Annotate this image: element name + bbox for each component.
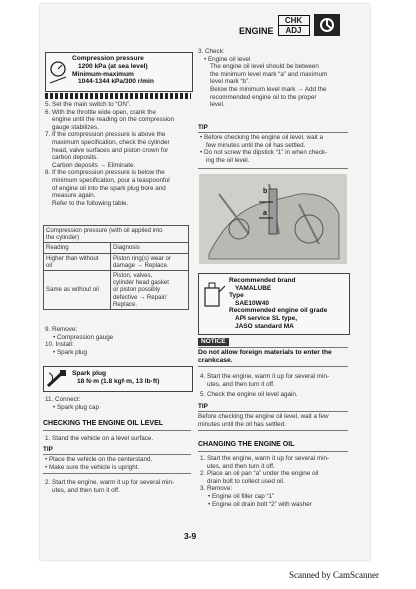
oil-level-line4: Below the minimum level mark → Add the — [210, 85, 327, 93]
step-10: 10. Install: — [45, 341, 74, 349]
oil-grade-value2: JASO standard MA — [235, 322, 294, 330]
change-oil-heading: CHANGING THE ENGINE OIL — [198, 441, 295, 448]
torque-value: 18 N·m (1.8 kgf·m, 13 lb·ft) — [77, 378, 160, 385]
row1-reading-1: Higher than without — [46, 254, 99, 262]
notice-end-rule — [198, 366, 348, 367]
row1-diag-1: Piston ring(s) wear or — [113, 254, 171, 262]
change-step-2-line1: 2. Place an oil pan “a” under the engine oil — [200, 470, 319, 478]
tip-end-rule-left — [43, 473, 191, 474]
oil-level-line2: the minimum level mark “a” and maximum — [210, 70, 328, 78]
torque-box — [43, 366, 193, 392]
check-step-2-line1: 2. Start the engine, warm it up for several min- — [45, 479, 175, 486]
triangle-banner — [45, 93, 191, 99]
step-7-line5: Carbon deposits → Eliminate. — [52, 161, 136, 169]
table-title-line2: the cylinder) — [46, 234, 80, 242]
tag-bottom: ADJ — [285, 26, 302, 35]
step-7-line3: head, valve surfaces and piston crown for — [52, 146, 169, 154]
oil-type-label: Type — [229, 292, 244, 300]
table-row — [44, 271, 189, 310]
tip-wait-line2: few minutes until the oil has settled. — [206, 141, 306, 149]
check-step-2 — [45, 479, 193, 494]
mark-b-label: b — [263, 188, 268, 195]
step-5: 5. Set the main switch to “ON”. — [45, 101, 131, 108]
tip-rule-right-2 — [198, 411, 348, 412]
tip-centerstand: • Place the vehicle on the centerstand. — [45, 456, 153, 463]
engine-illustration — [199, 174, 347, 264]
change-step-3-item1: • Engine oil filler cap “1” — [208, 492, 275, 500]
tip-dipstick-line1: • Do not screw the dipstick “1” in when check- — [200, 149, 328, 157]
right-tip-2 — [198, 413, 348, 428]
page-number: 3-9 — [184, 531, 197, 541]
oil-level-line3: level mark “b”. — [210, 78, 250, 86]
tip2-line1: Before checking the engine oil level, wait a few — [198, 413, 329, 420]
oil-level-line1: The engine oil level should be between — [210, 63, 319, 71]
notice-line1: Do not allow foreign materials to enter the — [198, 349, 332, 356]
tip-wait-line1: • Before checking the engine oil level, wait a — [200, 134, 323, 141]
right-steps-4-5 — [200, 373, 350, 399]
right-tips — [200, 134, 350, 164]
row2-reading: Same as without oil — [44, 271, 111, 310]
right-step-3-item: • Engine oil level — [204, 55, 251, 63]
tip-end-rule-right-2 — [198, 430, 348, 431]
row2-diag-3: or piston possibly — [113, 286, 161, 294]
oil-level-line5: recommended engine oil to the proper — [210, 93, 317, 101]
left-steps-2 — [45, 326, 193, 356]
tip-label-left: TIP — [43, 446, 53, 453]
table-title-line1: Compression pressure (with oil applied into — [46, 227, 163, 234]
tip-upright: • Make sure the vehicle is upright. — [45, 463, 140, 471]
notice-line2: crankcase. — [198, 356, 233, 364]
table-header-diagnosis: Diagnosis — [111, 243, 189, 253]
check-oil-heading: CHECKING THE ENGINE OIL LEVEL — [43, 420, 164, 427]
left-steps — [45, 101, 193, 207]
row2-diag-1: Piston, valves, — [113, 272, 153, 280]
gauge-icon — [48, 57, 68, 85]
oil-can-icon — [202, 280, 226, 308]
right-step-4-line2: utes, and then turn it off. — [207, 380, 275, 388]
step-7: 7. If the compression pressure is above the — [45, 131, 166, 139]
step-11: 11. Connect: — [45, 396, 81, 403]
check-tips — [45, 456, 193, 471]
notice-label: NOTICE — [198, 338, 229, 346]
wrench-icon — [314, 14, 340, 36]
right-step-3 — [198, 48, 348, 109]
compression-table — [43, 225, 189, 310]
step-6: 6. With the throttle wide open, crank the — [45, 108, 156, 116]
tip2-line2: minutes until the oil has settled. — [198, 420, 286, 428]
change-step-1-line1: 1. Start the engine, warm it up for several min- — [200, 455, 330, 462]
heading-rule — [43, 430, 191, 431]
tip-label-right-2: TIP — [198, 403, 208, 410]
chk-adj-tag — [278, 15, 310, 36]
spec-line-4: 1044-1344 kPa/300 r/min — [78, 78, 154, 86]
oil-type-value: SAE10W40 — [235, 299, 269, 307]
step-9-item: • Compression gauge — [53, 333, 114, 341]
step-11-item: • Spark plug cap — [53, 403, 99, 411]
step-7-line4: carbon deposits. — [52, 154, 99, 162]
table-header-reading: Reading — [44, 243, 111, 253]
spark-plug-icon — [46, 369, 68, 389]
spec-line-2: 1200 kPa (at sea level) — [78, 62, 148, 70]
change-steps — [200, 455, 350, 508]
row2-diag-4: defective → Repair/ — [113, 293, 167, 301]
step-8-line4: measure again. — [52, 192, 96, 200]
tip-rule-left — [43, 454, 191, 455]
notice-rule — [198, 347, 348, 348]
spec-line-1: Compression pressure — [72, 55, 144, 62]
step-9: 9. Remove: — [45, 326, 78, 333]
row1-diag-2: damage → Replace. — [113, 261, 169, 269]
spec-line-3: Minimum-maximum — [72, 70, 134, 78]
oil-brand-label: Recommended brand — [229, 277, 296, 284]
left-steps-3 — [45, 396, 193, 411]
tip-rule-right — [198, 132, 348, 133]
oil-spec-box — [198, 273, 350, 335]
step-8-line2: minimum specification, pour a teaspoonful — [52, 176, 170, 184]
right-step-4-line1: 4. Start the engine, warm it up for several min- — [200, 373, 330, 380]
change-step-3-item2: • Engine oil drain bolt “2” with washer — [208, 500, 312, 508]
oil-brand-value: YAMALUBE — [235, 284, 272, 292]
check-step-1: 1. Stand the vehicle on a level surface. — [45, 435, 154, 442]
right-step-5: 5. Check the engine oil level again. — [200, 391, 298, 399]
section-title: ENGINE — [239, 26, 274, 36]
compression-spec-box — [45, 52, 193, 92]
mark-a-label: a — [263, 210, 267, 217]
tip-dipstick-line2: ing the oil level. — [206, 156, 250, 164]
notice-text — [198, 349, 348, 364]
change-heading-rule — [198, 451, 348, 452]
change-step-1-line2: utes, and then turn it off. — [207, 462, 275, 470]
right-step-3-title: 3. Check: — [198, 48, 225, 55]
table-row — [44, 253, 189, 270]
tip-end-rule-right — [198, 168, 348, 169]
tip-label-right: TIP — [198, 124, 208, 131]
step-6-line2: engine until the reading on the compression — [52, 116, 175, 124]
change-step-3: 3. Remove: — [200, 485, 233, 493]
check-steps — [45, 435, 193, 443]
row1-reading-2: oil — [46, 261, 53, 269]
change-step-2-line2: drain bolt to collect used oil. — [207, 477, 285, 485]
step-8-line5: Refer to the following table. — [52, 199, 129, 207]
row2-diag-2: cylinder head gasket — [113, 279, 169, 287]
row2-diag-5: Replace. — [113, 300, 138, 308]
step-6-line3: gauge stabilizes. — [52, 123, 99, 131]
step-8-line3: of engine oil into the spark plug bore and — [52, 184, 166, 192]
step-8: 8. If the compression pressure is below the — [45, 169, 165, 177]
check-step-2-line2: utes, and then turn it off. — [52, 486, 120, 494]
torque-label: Spark plug — [72, 370, 107, 377]
step-7-line2: maximum specification, check the cylinder — [52, 138, 170, 146]
oil-grade-label: Recommended engine oil grade — [229, 307, 328, 315]
oil-grade-value1: API service SL type, — [235, 314, 298, 322]
section-header — [239, 14, 340, 36]
oil-level-line6: level. — [210, 101, 225, 109]
scanner-footer: Scanned by CamScanner — [289, 570, 379, 580]
step-10-item: • Spark plug — [53, 348, 88, 356]
tag-top: CHK — [279, 16, 309, 26]
table-title — [44, 226, 189, 243]
